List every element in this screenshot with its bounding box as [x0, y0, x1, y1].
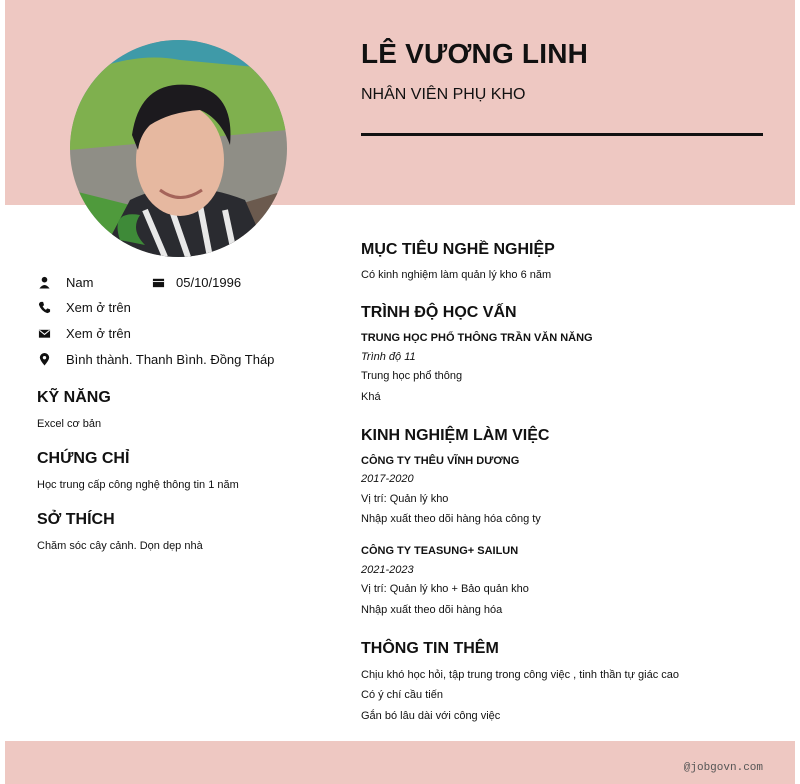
job-period: 2021-2023 [361, 564, 414, 576]
header-divider [361, 133, 763, 136]
education-level: Trình độ 11 [361, 351, 416, 363]
objective-heading: MỤC TIÊU NGHỀ NGHIỆP [361, 241, 555, 258]
email-value: Xem ở trên [66, 326, 131, 341]
company-name: CÔNG TY TEASUNG+ SAILUN [361, 545, 519, 557]
education-line: Trung học phổ thông [361, 370, 463, 382]
education-line: Khá [361, 391, 381, 403]
certificate-item: Học trung cấp công nghệ thông tin 1 năm [37, 479, 239, 491]
hobby-item: Chăm sóc cây cảnh. Dọn dẹp nhà [37, 540, 203, 552]
education-heading: TRÌNH ĐỘ HỌC VẤN [361, 304, 517, 321]
extra-line: Gắn bó lâu dài với công việc [361, 710, 501, 722]
hobbies-heading: SỞ THÍCH [37, 511, 115, 528]
extra-line: Chịu khó học hỏi, tập trung trong công việc , tinh thần tự giác cao [361, 669, 680, 681]
phone-row [37, 300, 131, 315]
address-row [37, 352, 274, 367]
calendar-icon [151, 276, 165, 290]
watermark: @jobgovn.com [683, 762, 763, 774]
person-icon [37, 276, 51, 290]
skills-heading: KỸ NĂNG [37, 389, 111, 406]
extra-info-heading: THÔNG TIN THÊM [361, 640, 499, 657]
gender-value: Nam [66, 275, 94, 290]
gender-row [37, 275, 93, 290]
location-pin-icon [37, 353, 51, 367]
objective-text: Có kinh nghiệm làm quản lý kho 6 năm [361, 269, 552, 281]
extra-line: Có ý chí cầu tiến [361, 689, 443, 701]
company-name: CÔNG TY THÊU VĨNH DƯƠNG [361, 455, 520, 467]
candidate-name: LÊ VƯƠNG LINH [361, 38, 589, 69]
job-line: Vị trí: Quản lý kho + Bảo quản kho [361, 583, 529, 595]
experience-heading: KINH NGHIỆM LÀM VIỆC [361, 427, 550, 444]
birthday-row [151, 275, 241, 290]
school-name: TRUNG HỌC PHỔ THÔNG TRẦN VĂN NĂNG [361, 332, 593, 344]
job-title: NHÂN VIÊN PHỤ KHO [361, 86, 526, 103]
job-line: Nhập xuất theo dõi hàng hóa công ty [361, 513, 541, 525]
avatar-portrait [70, 40, 287, 257]
avatar [70, 40, 287, 257]
mail-icon [37, 327, 51, 341]
certificates-heading: CHỨNG CHỈ [37, 450, 130, 467]
phone-icon [37, 301, 51, 315]
job-line: Vị trí: Quản lý kho [361, 493, 449, 505]
skill-item: Excel cơ bản [37, 418, 102, 430]
job-period: 2017-2020 [361, 473, 414, 485]
phone-value: Xem ở trên [66, 300, 131, 315]
birthday-value: 05/10/1996 [176, 275, 242, 290]
job-line: Nhập xuất theo dõi hàng hóa [361, 604, 503, 616]
address-value: Bình thành. Thanh Bình. Đồng Tháp [66, 352, 275, 367]
email-row [37, 326, 131, 341]
footer-band [5, 741, 795, 784]
